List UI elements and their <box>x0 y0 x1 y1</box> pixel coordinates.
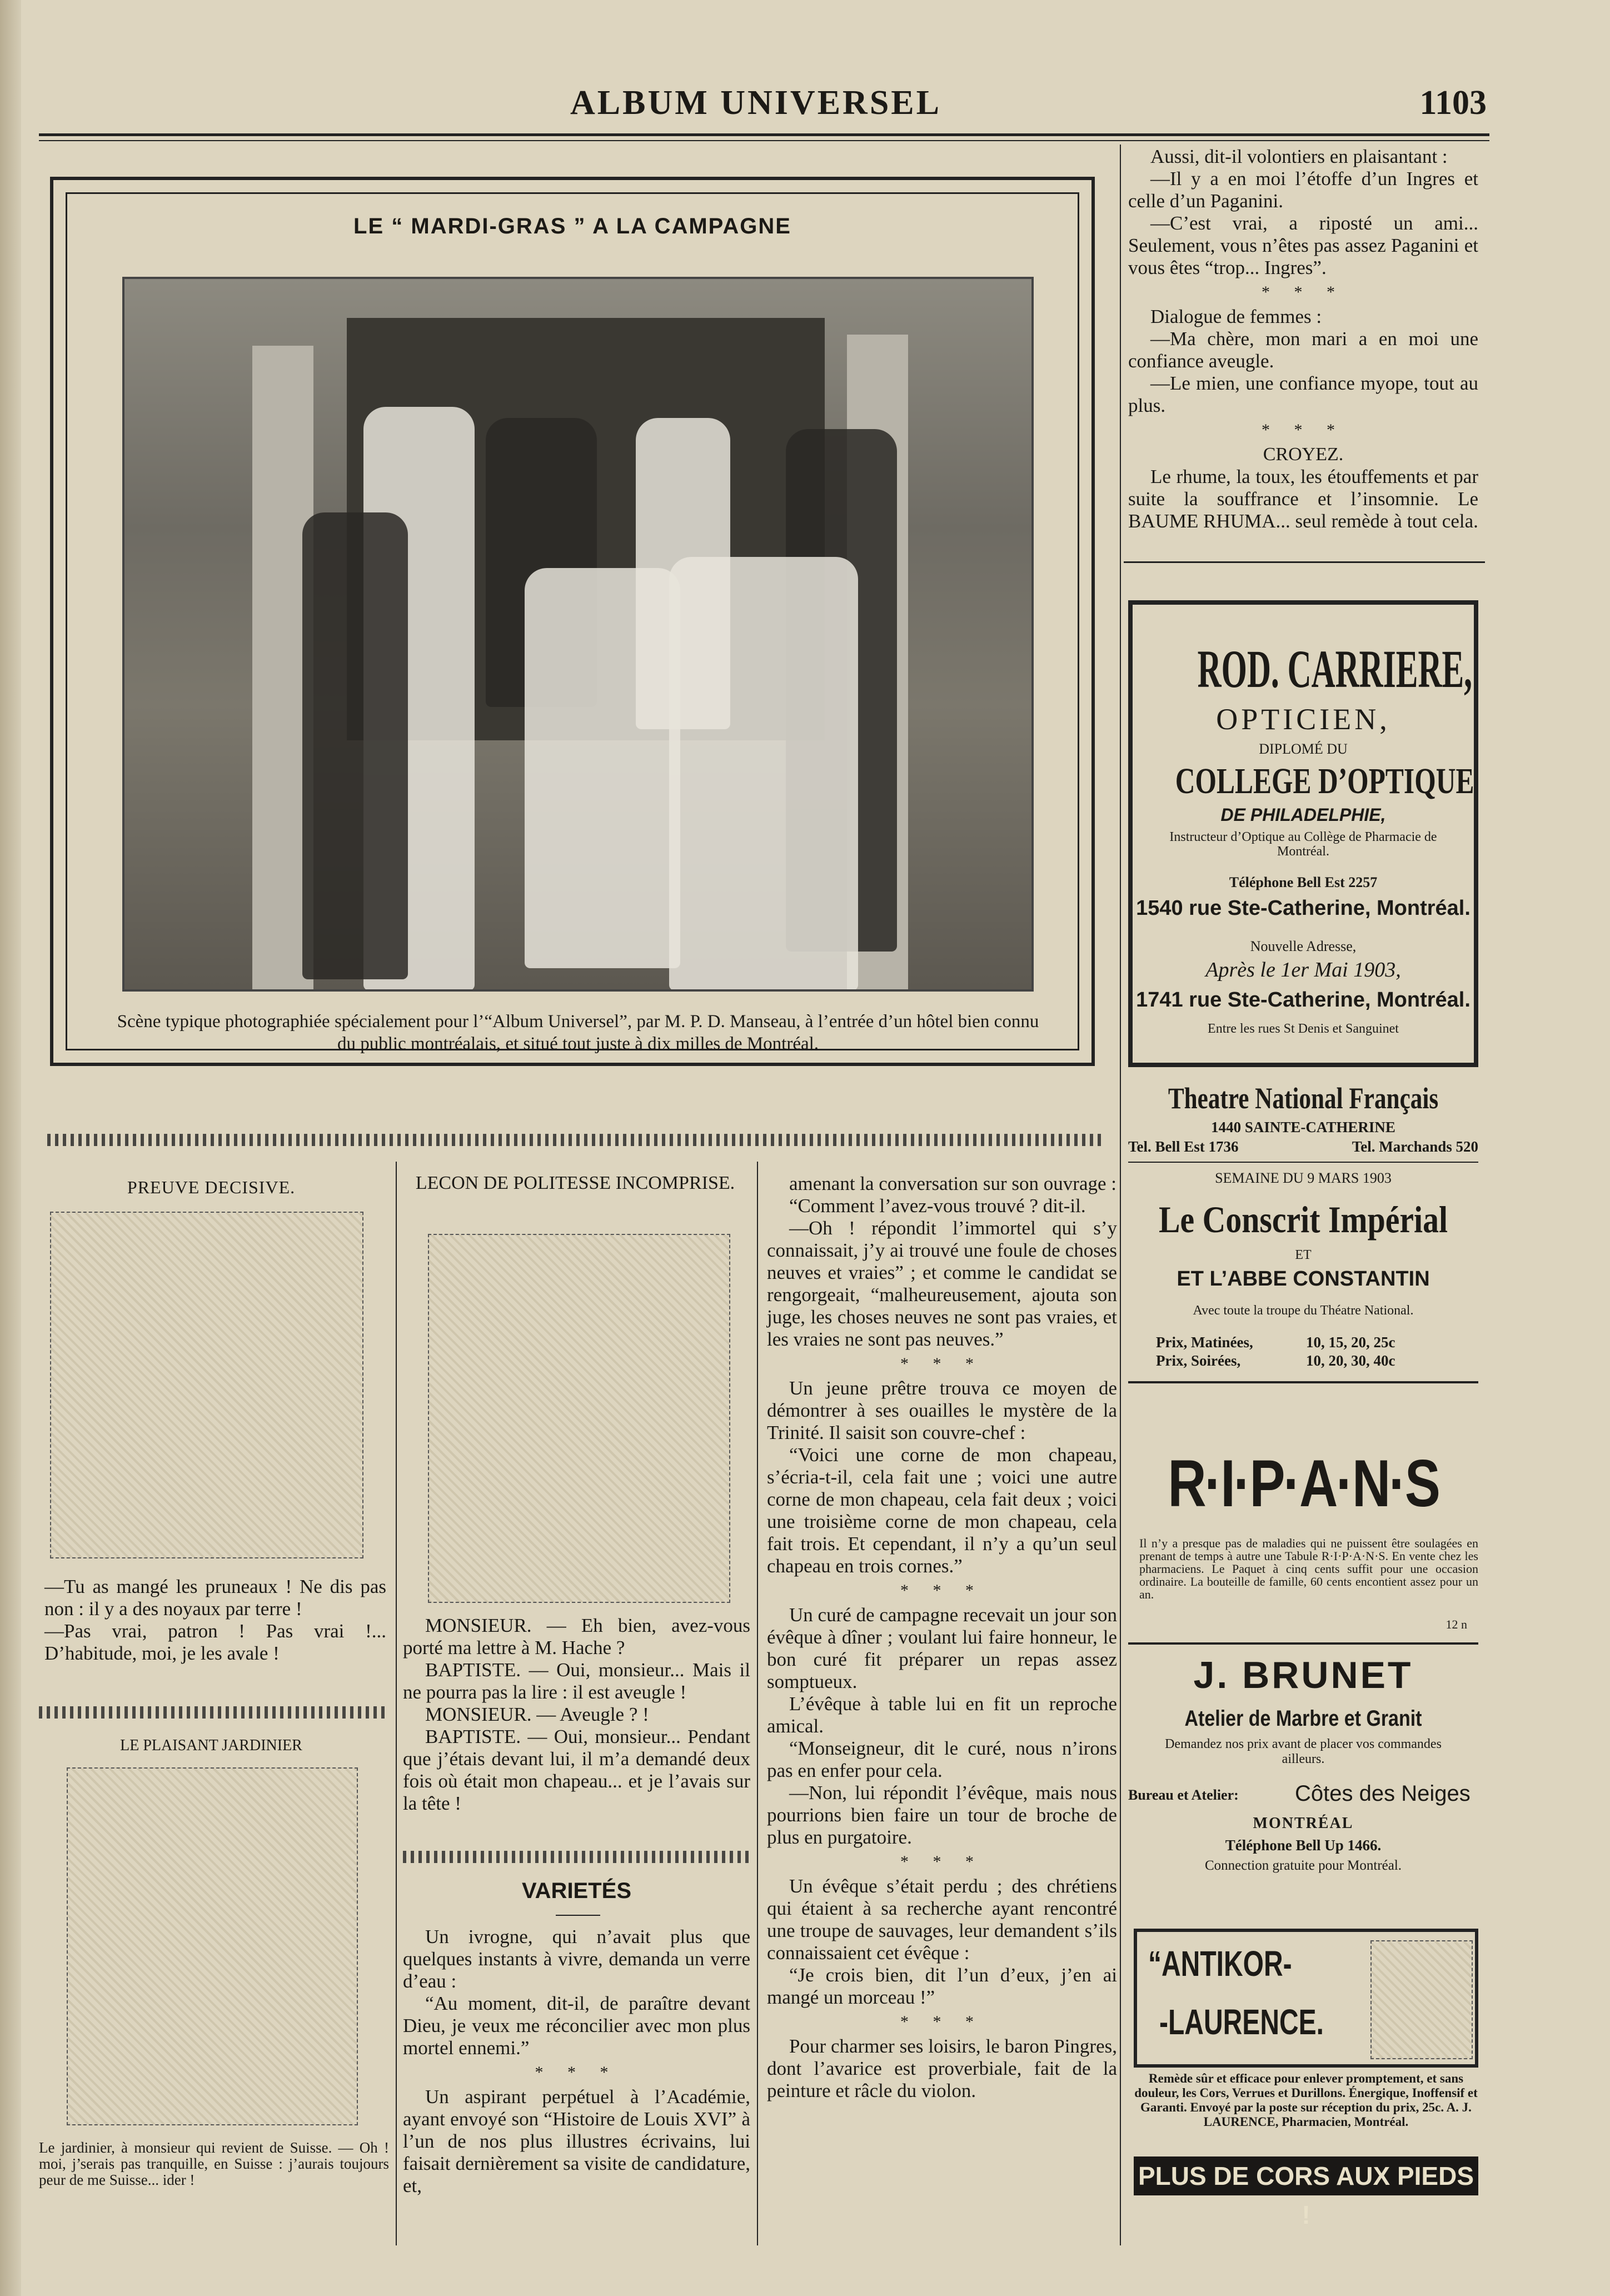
separator-stars: * * * <box>1262 283 1345 301</box>
separator-stars: * * * <box>535 2063 619 2081</box>
anecdote-line: —C’est vrai, a riposté un ami... Seulement, vous n’êtes pas assez Paganini et vous êtes “trop... Ingres”. <box>1128 212 1478 278</box>
separator-stars: * * * <box>900 1581 984 1600</box>
brunet-city: MONTRÉAL <box>1253 1815 1354 1832</box>
ad-theatre <box>1128 1081 1478 1465</box>
cartoon1-illustration <box>50 1212 363 1558</box>
croyez-title: CROYEZ. <box>1263 444 1344 465</box>
croyez-text: Le rhume, la toux, les étouffements et par suite la souffrance et l’insomnie. Le BAUME RHUMA... seul remède à tout cela. <box>1128 466 1478 532</box>
cartoon2-caption: Le jardinier, à monsieur qui revient de Suisse. — Oh ! moi, j’serais pas tranquille, en Suisse : j’aurais toujours peur de me Suisse... ider ! <box>39 2139 389 2188</box>
brunet-bureau: Côtes des Neiges <box>1295 1781 1471 1806</box>
theatre-name: Theatre National Français <box>1168 1082 1439 1115</box>
column3-paragraph: Pour charmer ses loisirs, le baron Pingres, dont l’avarice est proverbiale, fait de la peinture et râcle du violon. <box>767 2035 1117 2101</box>
varietes-title: VARIETÉS <box>521 1879 632 1903</box>
page-edge <box>0 0 21 2296</box>
ad-antikor-logo-box <box>1134 1929 1478 2068</box>
column3-paragraph: —Non, lui répondit l’évêque, mais nous pourrions bien faire un tour de broche de plus en purgatoire. <box>767 1782 1117 1848</box>
brunet-line2: Demandez nos prix avant de placer vos commandes ailleurs. <box>1165 1737 1442 1766</box>
ornament-rule <box>403 1851 750 1863</box>
theatre-play2: ET L’ABBE CONSTANTIN <box>1177 1267 1430 1291</box>
ripans-name: R·I·P·A·N·S <box>1168 1446 1439 1521</box>
carriere-new-address: 1741 rue Ste-Catherine, Montréal. <box>1136 988 1471 1012</box>
theatre-troupe: Avec toute la troupe du Théatre National. <box>1193 1303 1414 1318</box>
ad-rule <box>1124 561 1485 563</box>
column3-paragraph: amenant la conversation sur son ouvrage : <box>789 1173 1116 1194</box>
theatre-play1: Le Conscrit Impérial <box>1158 1198 1448 1241</box>
anecdote-line: Dialogue de femmes : <box>1150 306 1322 327</box>
separator-stars: * * * <box>900 1354 984 1373</box>
column3-paragraph: “Je crois bien, dit l’un d’eux, j’en ai mangé un morceau !” <box>767 1964 1117 2008</box>
cartoon1-title: PREUVE DECISIVE. <box>127 1177 296 1197</box>
feature-caption: Scène typique photographiée spécialement pour l’“Album Universel”, par M. P. D. Manseau, à l’entrée d’un hôtel bien connu du public montréalais, et situé tout juste à dix milles de Montréal. <box>117 1012 1039 1054</box>
carriere-name: ROD. CARRIERE, <box>1197 639 1473 699</box>
dialogue-line: MONSIEUR. — Aveugle ? ! <box>425 1704 649 1725</box>
column3-paragraph: Un curé de campagne recevait un jour son évêque à dîner ; voulant lui faire honneur, le bon curé fit préparer un repas assez somptueux. <box>767 1604 1117 1692</box>
theatre-bottom-rule <box>1128 1381 1478 1383</box>
anecdote-line: —Ma chère, mon mari a en moi une confiance aveugle. <box>1128 328 1478 372</box>
page-number: 1103 <box>1419 84 1487 122</box>
separator-stars: * * * <box>900 1852 984 1871</box>
column3-paragraph: “Monseigneur, dit le curé, nous n’irons pas en enfer pour cela. <box>767 1737 1117 1781</box>
varietes-underline <box>556 1915 600 1916</box>
theatre-semaine: SEMAINE DU 9 MARS 1903 <box>1215 1170 1392 1186</box>
theatre-prix-matinees-label: Prix, Matinées, <box>1156 1334 1253 1351</box>
anecdote-line: Aussi, dit-il volontiers en plaisantant : <box>1150 146 1448 167</box>
brunet-name: J. BRUNET <box>1193 1654 1413 1696</box>
masthead-title: ALBUM UNIVERSEL <box>570 84 942 122</box>
ripans-code: 12 n <box>1445 1617 1467 1631</box>
separator-stars: * * * <box>900 2013 984 2031</box>
antikor-name2: -LAURENCE. <box>1159 2002 1324 2042</box>
ad-ripans <box>1128 1445 1478 1645</box>
brunet-line1: Atelier de Marbre et Granit <box>1184 1706 1422 1731</box>
feature-photo <box>122 277 1034 992</box>
header-rule-thick <box>39 133 1489 136</box>
column-divider-right <box>1120 145 1121 2245</box>
column-divider-1 <box>396 1162 397 2245</box>
foot-illustration <box>1370 1940 1473 2059</box>
column3-paragraph: —Oh ! répondit l’immortel qui s’y connaissait, j’y ai trouvé une foule de choses neuves et vraies” ; et comme le candidat se rengorgeait, “malheureusement, ajouta son juge, les choses neuves ne sont pas vraies, et les vraies ne sont pas neuves.” <box>767 1217 1117 1350</box>
dialogue-line: BAPTISTE. — Oui, monsieur... Mais il ne pourra pas la lire : il est aveugle ! <box>403 1659 750 1703</box>
cartoon3-illustration <box>428 1234 730 1603</box>
theatre-et: ET <box>1295 1248 1312 1262</box>
theatre-prix-soirees: 10, 20, 30, 40c <box>1306 1352 1395 1369</box>
header-rule-thin <box>39 140 1489 141</box>
ad-carriere <box>1128 600 1478 1067</box>
feature-title: LE “ MARDI-GRAS ” A LA CAMPAGNE <box>353 214 791 238</box>
column3-paragraph: “Voici une corne de mon chapeau, s’écria-t-il, cela fait une ; voici une autre corne de mon chapeau, cela fait deux ; voici une troisième corne de mon chapeau, cela fait trois. Et cependant, il n’y a qu’un seul chapeau en trois cornes.” <box>767 1444 1117 1577</box>
brunet-bureau-label: Bureau et Atelier: <box>1128 1787 1239 1803</box>
column3-text <box>767 1173 1117 2102</box>
column-divider-2 <box>757 1162 758 2245</box>
anecdote-line: —Le mien, une confiance myope, tout au plus. <box>1128 372 1478 416</box>
column3-paragraph: Un jeune prêtre trouva ce moyen de démontrer à ses ouailles le mystère de la Trinité. Il saisit son couvre-chef : <box>767 1377 1117 1443</box>
woman-figure <box>525 568 680 968</box>
anecdote-line: —Il y a en moi l’étoffe d’un Ingres et celle d’un Paganini. <box>1128 168 1478 212</box>
theatre-rule <box>1128 1162 1478 1163</box>
ornament-rule <box>39 1706 389 1719</box>
carriere-college: COLLEGE D’OPTIQUE <box>1175 761 1474 801</box>
cartoon2-title: LE PLAISANT JARDINIER <box>120 1737 302 1754</box>
antikor-text: Remède sûr et efficace pour enlever promptement, et sans douleur, les Cors, Verrues et Durillons. Énergique, Inoffensif et Garanti. Envoyé par la poste sur réception du prix, 25c. A. J. LAURENCE, Pharmacien, Montréal. <box>1134 2071 1478 2129</box>
antikor-slogan: PLUS DE CORS AUX PIEDS ! <box>1134 2156 1478 2195</box>
theatre-tel-bell: Tel. Bell Est 1736 <box>1128 1138 1239 1155</box>
varietes-paragraph: Un aspirant perpétuel à l’Académie, ayant envoyé son “Histoire de Louis XVI” à l’un de nos plus illustres écrivains, lui faisait dernièrement sa visite de candidature, et, <box>403 2086 750 2197</box>
theatre-prix-matinees: 10, 15, 20, 25c <box>1306 1334 1395 1351</box>
cartoon2-illustration <box>67 1767 358 2125</box>
theatre-tel-marchands: Tel. Marchands 520 <box>1352 1138 1478 1155</box>
carriere-profession: OPTICIEN, <box>1216 703 1390 736</box>
column3-paragraph: Un évêque s’était perdu ; des chrétiens qui étaient à sa recherche ayant rencontré une troupe de sauvages, leur demandent s’ils connaissaient cet évêque : <box>767 1875 1117 1964</box>
carriere-apres: Après le 1er Mai 1903, <box>1205 958 1401 982</box>
column3-paragraph: L’évêque à table lui en fit un reproche amical. <box>767 1693 1117 1737</box>
ripans-bottom-rule <box>1128 1642 1478 1645</box>
pierrot-figure <box>669 557 858 990</box>
varietes-paragraph: Un ivrogne, qui n’avait plus que quelques instants à vivre, demanda un verre d’eau : <box>403 1926 750 1992</box>
varietes-text <box>403 1926 750 2197</box>
ripans-text: Il n’y a presque pas de maladies qui ne puissent être soulagées en prenant de temps à autre une Tabule R·I·P·A·N·S. En vente chez les pharmaciens. Le Paquet à cinq cents suffit pour une occasion ordinaire. La bouteille de famille, 60 cents encontient assez pour un an. <box>1139 1536 1478 1601</box>
brunet-connection: Connection gratuite pour Montréal. <box>1204 1858 1402 1873</box>
ad-brunet <box>1128 1653 1478 1898</box>
right-top-anecdotes <box>1128 146 1478 532</box>
costumed-figure <box>302 512 408 979</box>
theatre-prix-soirees-label: Prix, Soirées, <box>1156 1352 1241 1369</box>
dialogue-line: MONSIEUR. — Eh bien, avez-vous porté ma lettre à M. Hache ? <box>403 1615 750 1659</box>
carriere-city: DE PHILADELPHIE, <box>1220 805 1386 825</box>
cartoon3-dialogue <box>403 1615 750 1815</box>
carriere-diplome: DIPLOMÉ DU <box>1259 741 1348 757</box>
ornament-rule <box>47 1134 1103 1146</box>
dialogue-line: BAPTISTE. — Oui, monsieur... Pendant que j’étais devant lui, il m’a demandé deux fois où était mon chapeau... et je l’avais sur la tête ! <box>403 1726 750 1814</box>
carriere-nouvelle: Nouvelle Adresse, <box>1250 938 1357 954</box>
theatre-address: 1440 SAINTE-CATHERINE <box>1211 1119 1395 1135</box>
brunet-tel: Téléphone Bell Up 1466. <box>1225 1837 1382 1854</box>
cartoon1-caption: —Tu as mangé les pruneaux ! Ne dis pas non : il y a des noyaux par terre ! —Pas vrai, patron ! Pas vrai !... D’habitude, moi, je les avale ! <box>44 1576 386 1664</box>
separator-stars: * * * <box>1262 421 1345 439</box>
column3-paragraph: “Comment l’avez-vous trouvé ? dit-il. <box>789 1195 1086 1217</box>
varietes-paragraph: “Au moment, dit-il, de paraître devant Dieu, je veux me réconcilier avec mon plus mortel ennemi.” <box>403 1993 750 2059</box>
carriere-telephone: Téléphone Bell Est 2257 <box>1229 874 1378 890</box>
carriere-instructeur: Instructeur d’Optique au Collège de Pharmacie de Montréal. <box>1169 830 1437 859</box>
carriere-entre: Entre les rues St Denis et Sanguinet <box>1208 1022 1399 1036</box>
carriere-address: 1540 rue Ste-Catherine, Montréal. <box>1136 897 1471 920</box>
cartoon3-title: LECON DE POLITESSE INCOMPRISE. <box>415 1173 735 1193</box>
antikor-name1: “ANTIKOR- <box>1148 1944 1292 1984</box>
